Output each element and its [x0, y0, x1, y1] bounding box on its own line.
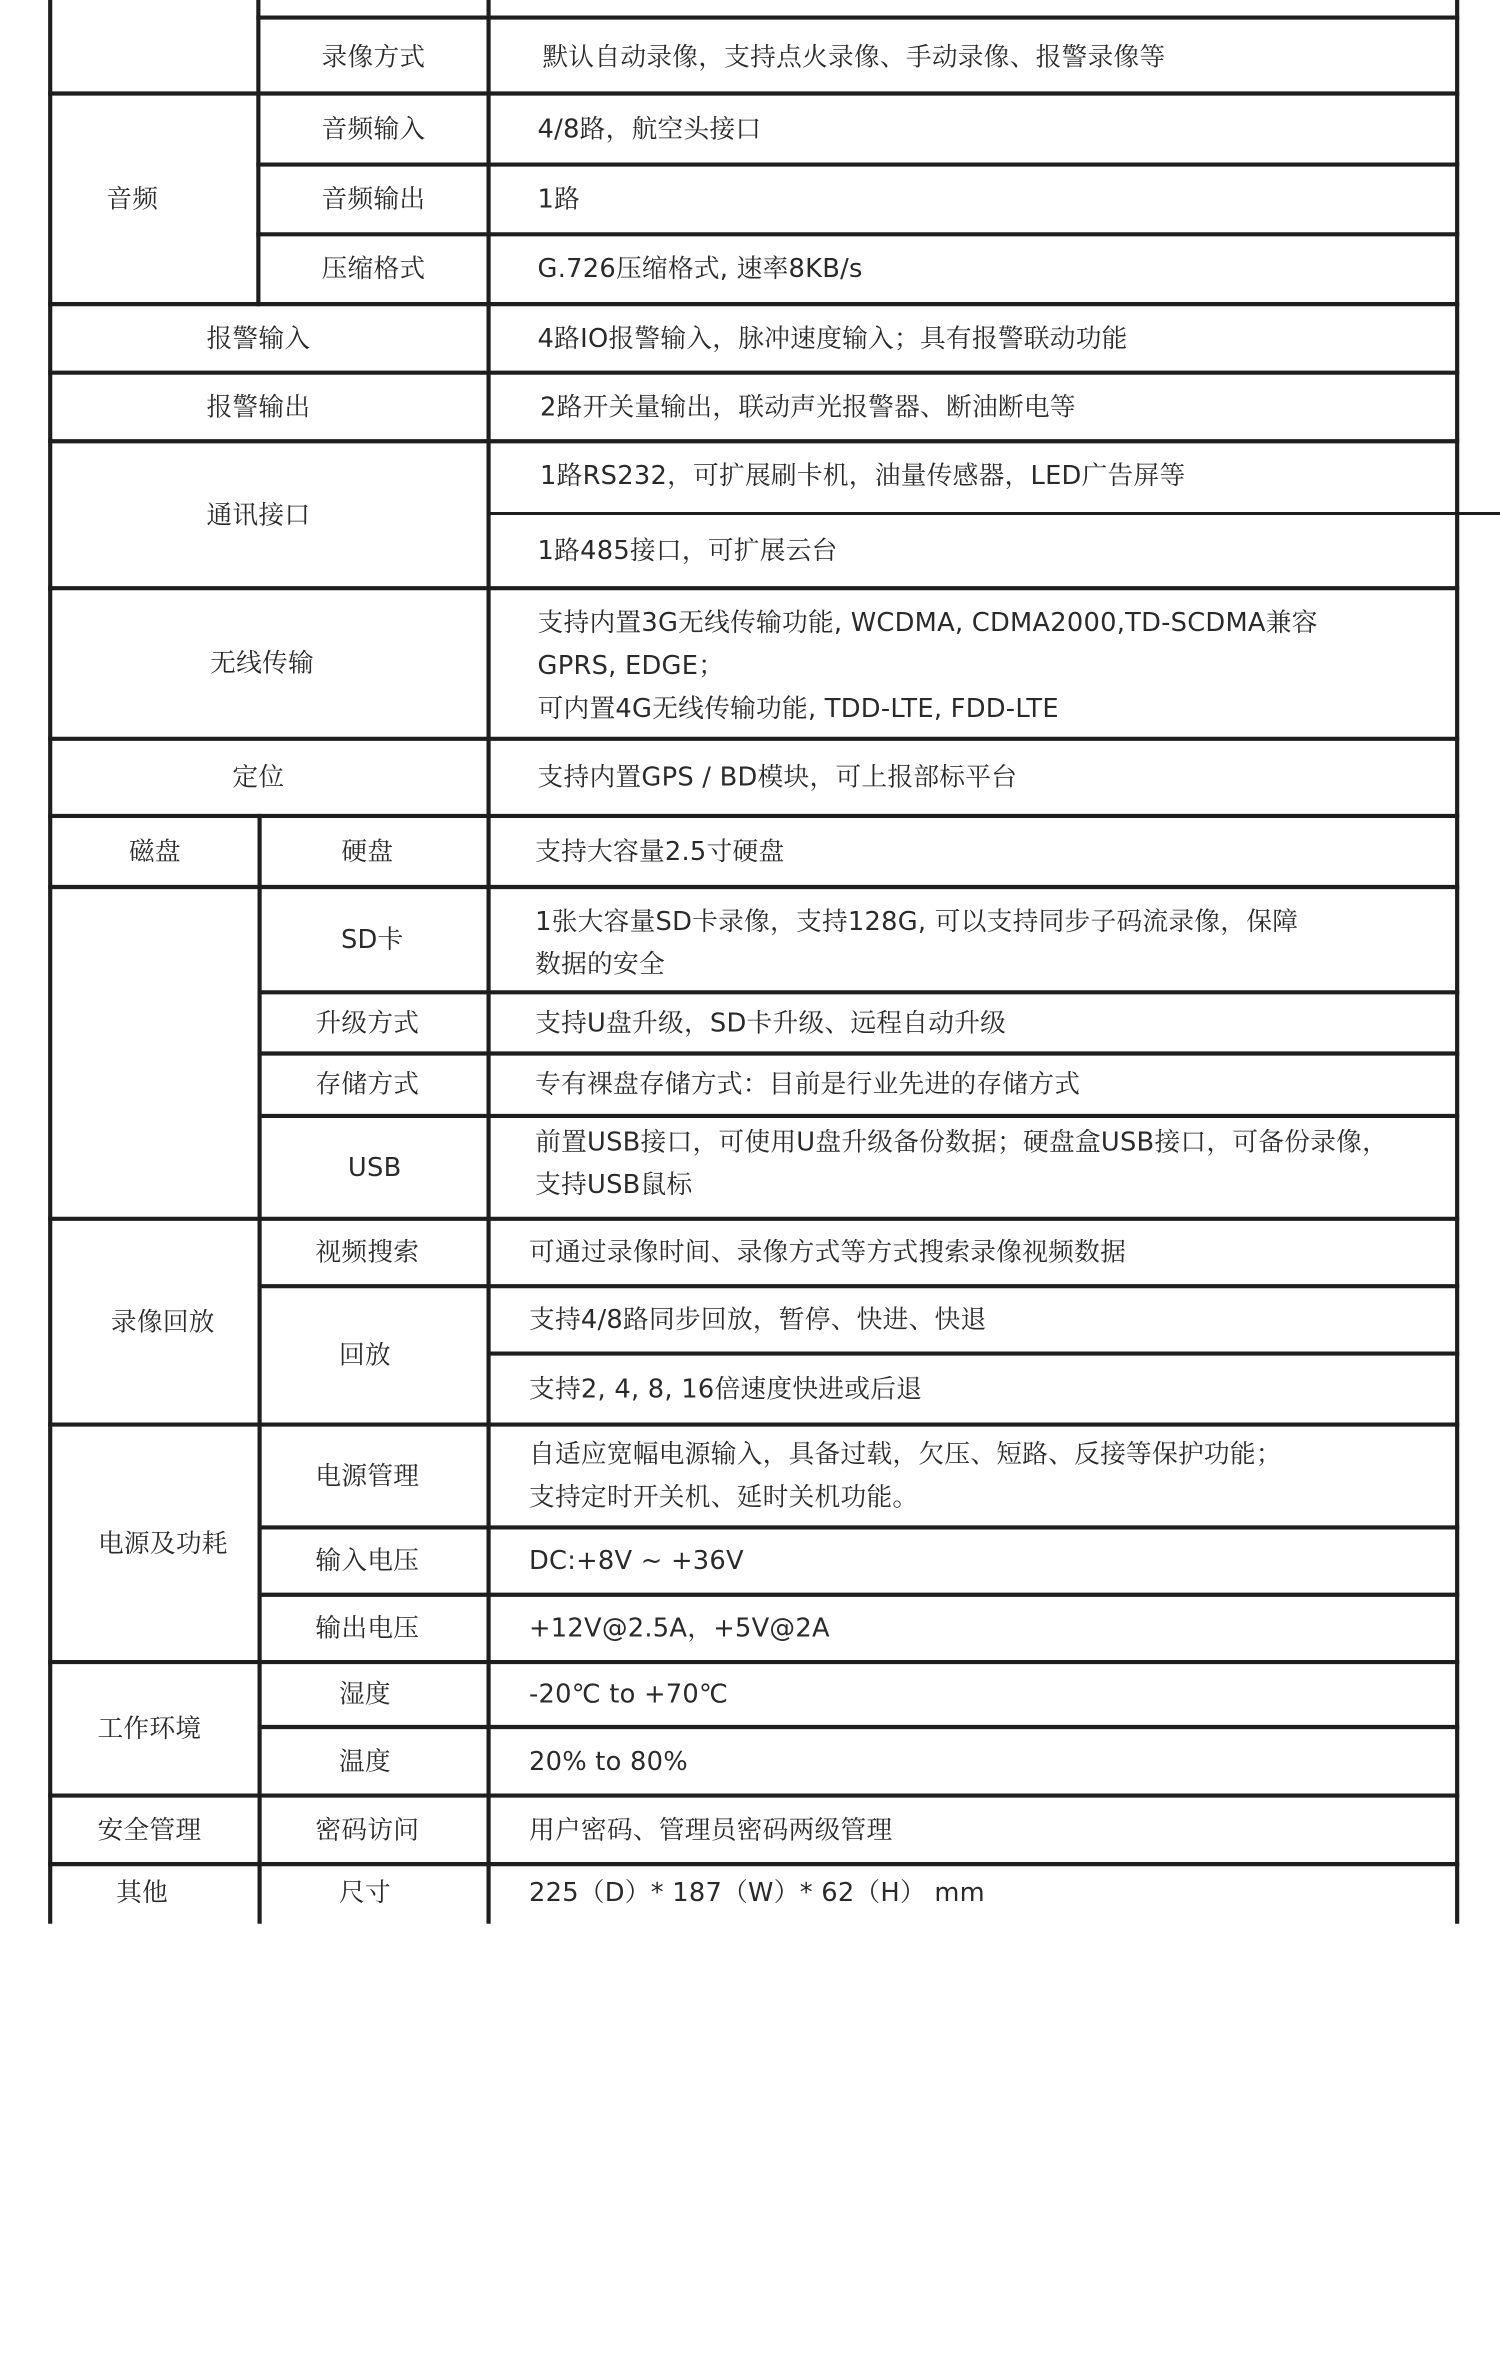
- feature-record-mode: 录像方式: [321, 41, 426, 71]
- feature-audio-input: 音频输入: [321, 113, 426, 144]
- feature-video-search: 视频搜索: [315, 1237, 420, 1267]
- value-wireless-line3: 可内置4G无线传输功能, TDD-LTE, FDD-LTE: [537, 693, 1059, 723]
- feature-storage: 存储方式: [315, 1069, 420, 1099]
- value-audio-codec: G.726压缩格式, 速率8KB/s: [537, 253, 863, 284]
- group-playback: 录像回放: [110, 1306, 215, 1336]
- feature-playback: 回放: [338, 1340, 391, 1370]
- group-alarm-output: 报警输出: [206, 391, 311, 422]
- value-wireless-line1: 支持内置3G无线传输功能, WCDMA, CDMA2000,TD-SCDMA兼容: [537, 607, 1318, 638]
- value-audio-output: 1路: [537, 184, 581, 214]
- group-wireless: 无线传输: [210, 648, 314, 678]
- value-positioning: 支持内置GPS / BD模块，可上报部标平台: [537, 762, 1018, 792]
- group-audio: 音频: [106, 183, 159, 213]
- feature-hard-disk: 硬盘: [341, 836, 394, 866]
- feature-power-mgmt: 电源管理: [315, 1460, 420, 1491]
- value-power-mgmt-line2: 支持定时开关机、延时关机功能。: [528, 1482, 919, 1512]
- feature-temperature: 温度: [338, 1745, 391, 1776]
- value-alarm-input: 4路IO报警输入，脉冲速度输入；具有报警联动功能: [537, 323, 1128, 353]
- value-output-voltage: +12V@2.5A，+5V@2A: [528, 1613, 830, 1643]
- feature-usb: USB: [347, 1152, 402, 1182]
- group-other: 其他: [116, 1877, 169, 1907]
- value-storage: 专有裸盘存储方式：目前是行业先进的存储方式: [535, 1069, 1081, 1099]
- group-comm-interface: 通讯接口: [206, 499, 311, 529]
- value-audio-input: 4/8路，航空头接口: [537, 113, 762, 144]
- feature-output-voltage: 输出电压: [315, 1613, 420, 1643]
- group-alarm-input: 报警输入: [206, 323, 311, 353]
- feature-dimensions: 尺寸: [338, 1877, 391, 1907]
- value-playback-speed: 支持2, 4, 8, 16倍速度快进或后退: [528, 1374, 923, 1404]
- value-usb-line1: 前置USB接口，可使用U盘升级备份数据；硬盘盒USB接口，可备份录像，: [535, 1126, 1389, 1157]
- group-security: 安全管理: [97, 1814, 202, 1844]
- value-usb-line2: 支持USB鼠标: [535, 1169, 693, 1200]
- value-video-search: 可通过录像时间、录像方式等方式搜索录像视频数据: [528, 1237, 1127, 1267]
- feature-upgrade: 升级方式: [315, 1007, 420, 1037]
- feature-input-voltage: 输入电压: [315, 1545, 420, 1576]
- feature-sd-card: SD卡: [340, 924, 404, 954]
- value-wireless-line2: GPRS, EDGE；: [537, 650, 725, 681]
- value-power-mgmt-line1: 自适应宽幅电源输入，具备过载，欠压、短路、反接等保护功能；: [528, 1439, 1282, 1469]
- feature-audio-output: 音频输出: [321, 184, 426, 214]
- feature-audio-codec: 压缩格式: [321, 253, 426, 284]
- value-input-voltage: DC:+8V ~ +36V: [528, 1545, 744, 1576]
- value-password-access: 用户密码、管理员密码两级管理: [528, 1814, 893, 1844]
- group-environment: 工作环境: [97, 1713, 202, 1743]
- feature-humidity: 湿度: [338, 1679, 391, 1709]
- value-sd-card-line1: 1张大容量SD卡录像，支持128G, 可以支持同步子码流录像，保障: [535, 906, 1299, 936]
- value-record-mode: 默认自动录像，支持点火录像、手动录像、报警录像等: [542, 41, 1166, 71]
- value-sd-card-line2: 数据的安全: [535, 949, 665, 979]
- value-comm-rs232: 1路RS232，可扩展刷卡机，油量传感器，LED广告屏等: [540, 460, 1186, 490]
- value-playback-sync: 支持4/8路同步回放，暂停、快进、快退: [528, 1304, 987, 1334]
- value-hard-disk: 支持大容量2.5寸硬盘: [535, 836, 785, 866]
- value-alarm-output: 2路开关量输出，联动声光报警器、断油断电等: [540, 391, 1076, 422]
- group-disk: 磁盘: [128, 836, 181, 866]
- group-power: 电源及功耗: [97, 1528, 228, 1558]
- value-upgrade: 支持U盘升级，SD卡升级、远程自动升级: [535, 1007, 1007, 1037]
- feature-password-access: 密码访问: [315, 1814, 420, 1844]
- value-temperature: 20% to 80%: [528, 1745, 688, 1776]
- value-comm-485: 1路485接口，可扩展云台: [537, 534, 838, 565]
- group-positioning: 定位: [232, 762, 285, 792]
- value-humidity: -20℃ to +70℃: [528, 1679, 729, 1709]
- value-dimensions: 225（D）* 187（W）* 62（H） mm: [528, 1877, 985, 1907]
